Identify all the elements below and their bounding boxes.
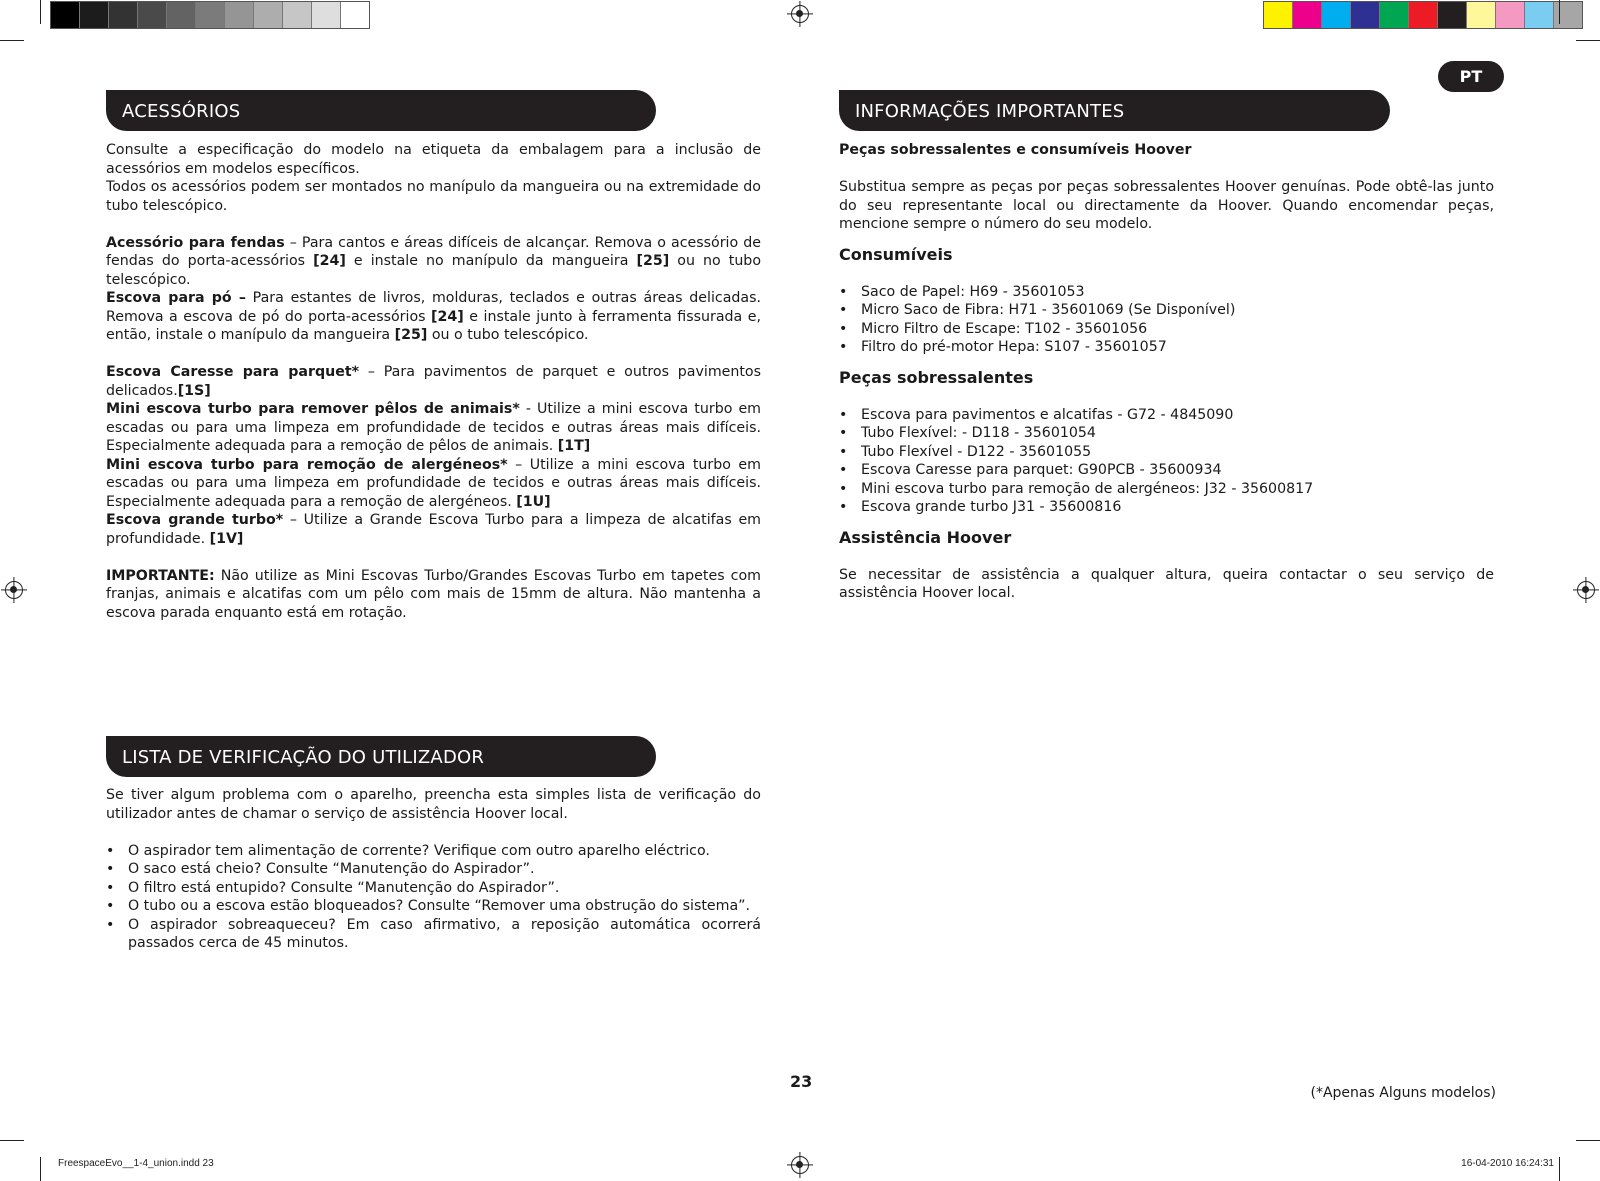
color-swatch [1264,2,1293,28]
parts-text: Substitua sempre as peças por peças sobressalentes Hoover genuínas. Pode obtê-las junto do seu representante local ou directamente da Hoover. Quando encomendar peças, mencione sempre o número do seu modelo. [839,179,1494,232]
consumable-item: • Saco de Papel: H69 - 35601053 [839,283,1494,302]
color-swatch [1293,2,1322,28]
color-swatch [1409,2,1438,28]
gray-swatch [109,2,138,28]
parts-title: Peças sobressalentes e consumíveis Hoover [839,142,1192,158]
crop-mark [1559,0,1560,24]
spare-item: • Escova Caresse para parquet: G90PCB - 35600934 [839,461,1494,480]
checklist-item: • O tubo ou a escova estão bloqueados? Consulte “Remover uma obstrução do sistema”. [106,897,761,916]
crop-mark [40,1157,41,1181]
gray-swatch [167,2,196,28]
gray-swatch [80,2,109,28]
accessories-intro-1: Consulte a especificação do modelo na etiqueta da embalagem para a inclusão de acessórios em modelos específicos. [106,142,761,177]
color-swatch-bar [1263,1,1583,29]
gray-swatch [51,2,80,28]
color-swatch [1467,2,1496,28]
service-text: Se necessitar de assistência a qualquer altura, queira contactar o seu serviço de assistência Hoover local. [839,566,1494,601]
slug-timestamp: 16-04-2010 16:24:31 [1461,1158,1554,1169]
accessories-section [106,141,761,622]
color-swatch [1496,2,1525,28]
checklist-section [106,786,761,953]
color-swatch [1351,2,1380,28]
spare-item: • Mini escova turbo para remoção de alergéneos: J32 - 35600817 [839,480,1494,499]
spare-item: • Tubo Flexível - D122 - 35601055 [839,443,1494,462]
color-swatch [1438,2,1467,28]
consumables-title: Consumíveis [839,244,953,264]
registration-target-icon [1577,581,1595,599]
gray-swatch-bar [50,1,370,29]
footnote: (*Apenas Alguns modelos) [1310,1085,1496,1101]
language-badge: PT [1438,61,1504,92]
spares-list [839,406,1494,517]
gray-swatch [283,2,312,28]
accessories-header: ACESSÓRIOS [106,90,656,131]
gray-swatch [254,2,283,28]
gray-swatch [312,2,341,28]
accessory-large-turbo-brush: Escova grande turbo* – Utilize a Grande Escova Turbo para a limpeza de alcatifas em profundidade. [1V] [106,512,761,547]
checklist-item: • O aspirador sobreaqueceu? Em caso afirmativo, a reposição automática ocorrerá passados cerca de 45 minutos. [106,916,761,953]
accessory-dust-brush: Escova para pó – Para estantes de livros, molduras, teclados e outras áreas delicadas. Remova a escova de pó do porta-acessórios [24] e instale junto à ferramenta fissurada e, então, instale o manípulo da mangueira [25] ou o tubo telescópico. [106,290,761,343]
accessory-pet-turbo-brush: Mini escova turbo para remover pêlos de animais* - Utilize a mini escova turbo em escadas ou para uma limpeza em profundidade de tecidos e outras áreas mais difíceis. Especialmente adequada para a remoção de pêlos de animais. [1T] [106,401,761,454]
checklist-item: • O aspirador tem alimentação de corrente? Verifique com outro aparelho eléctrico. [106,842,761,861]
crop-mark [1576,40,1600,41]
checklist-list [106,842,761,953]
accessories-intro-2: Todos os acessórios podem ser montados no manípulo da mangueira ou na extremidade do tubo telescópico. [106,179,761,214]
registration-target-icon [791,5,809,23]
gray-swatch [138,2,167,28]
checklist-item: • O filtro está entupido? Consulte “Manutenção do Aspirador”. [106,879,761,898]
gray-swatch [225,2,254,28]
consumable-item: • Micro Saco de Fibra: H71 - 35601069 (Se Disponível) [839,301,1494,320]
registration-target-icon [791,1156,809,1174]
checklist-item: • O saco está cheio? Consulte “Manutenção do Aspirador”. [106,860,761,879]
slug-filename: FreespaceEvo__1-4_union.indd 23 [58,1158,214,1169]
crop-mark [1576,1140,1600,1141]
spare-item: • Escova grande turbo J31 - 35600816 [839,498,1494,517]
color-swatch [1322,2,1351,28]
consumable-item: • Filtro do pré-motor Hepa: S107 - 35601057 [839,338,1494,357]
consumable-item: • Micro Filtro de Escape: T102 - 35601056 [839,320,1494,339]
color-swatch [1525,2,1554,28]
gray-swatch [341,2,369,28]
spare-item: • Escova para pavimentos e alcatifas - G72 - 4845090 [839,406,1494,425]
crop-mark [1559,1157,1560,1181]
crop-mark [40,0,41,24]
important-note: IMPORTANTE: Não utilize as Mini Escovas Turbo/Grandes Escovas Turbo em tapetes com franjas, animais e alcatifas com um pêlo com mais de 15mm de altura. Não mantenha a escova parada enquanto está em rotação. [106,567,761,621]
service-title: Assistência Hoover [839,527,1012,547]
important-info-header: INFORMAÇÕES IMPORTANTES [839,90,1390,131]
important-info-section [839,141,1494,603]
accessory-crevice-tool: Acessório para fendas – Para cantos e áreas difíceis de alcançar. Remova o acessório de fendas do porta-acessórios [24] e instale no manípulo da mangueira [25] ou no tubo telescópico. [106,234,761,288]
registration-target-icon [5,581,23,599]
checklist-intro: Se tiver algum problema com o aparelho, preencha esta simples lista de verificação do utilizador antes de chamar o serviço de assistência Hoover local. [106,787,761,822]
gray-swatch [196,2,225,28]
page-number: 23 [790,1072,813,1091]
accessory-parquet-brush: Escova Caresse para parquet* – Para pavimentos de parquet e outros pavimentos delicados.[1S] [106,364,761,399]
checklist-header: LISTA DE VERIFICAÇÃO DO UTILIZADOR [106,736,656,777]
spare-item: • Tubo Flexível: - D118 - 35601054 [839,424,1494,443]
crop-mark [0,40,24,41]
crop-mark [0,1140,24,1141]
color-swatch [1380,2,1409,28]
spares-title: Peças sobressalentes [839,367,1034,387]
consumables-list [839,283,1494,357]
accessory-allergen-turbo-brush: Mini escova turbo para remoção de alergéneos* – Utilize a mini escova turbo em escadas ou para uma limpeza em profundidade de tecidos e outras áreas mais difíceis. Especialmente adequada para a remoção de alergéneos. [1U] [106,456,761,510]
